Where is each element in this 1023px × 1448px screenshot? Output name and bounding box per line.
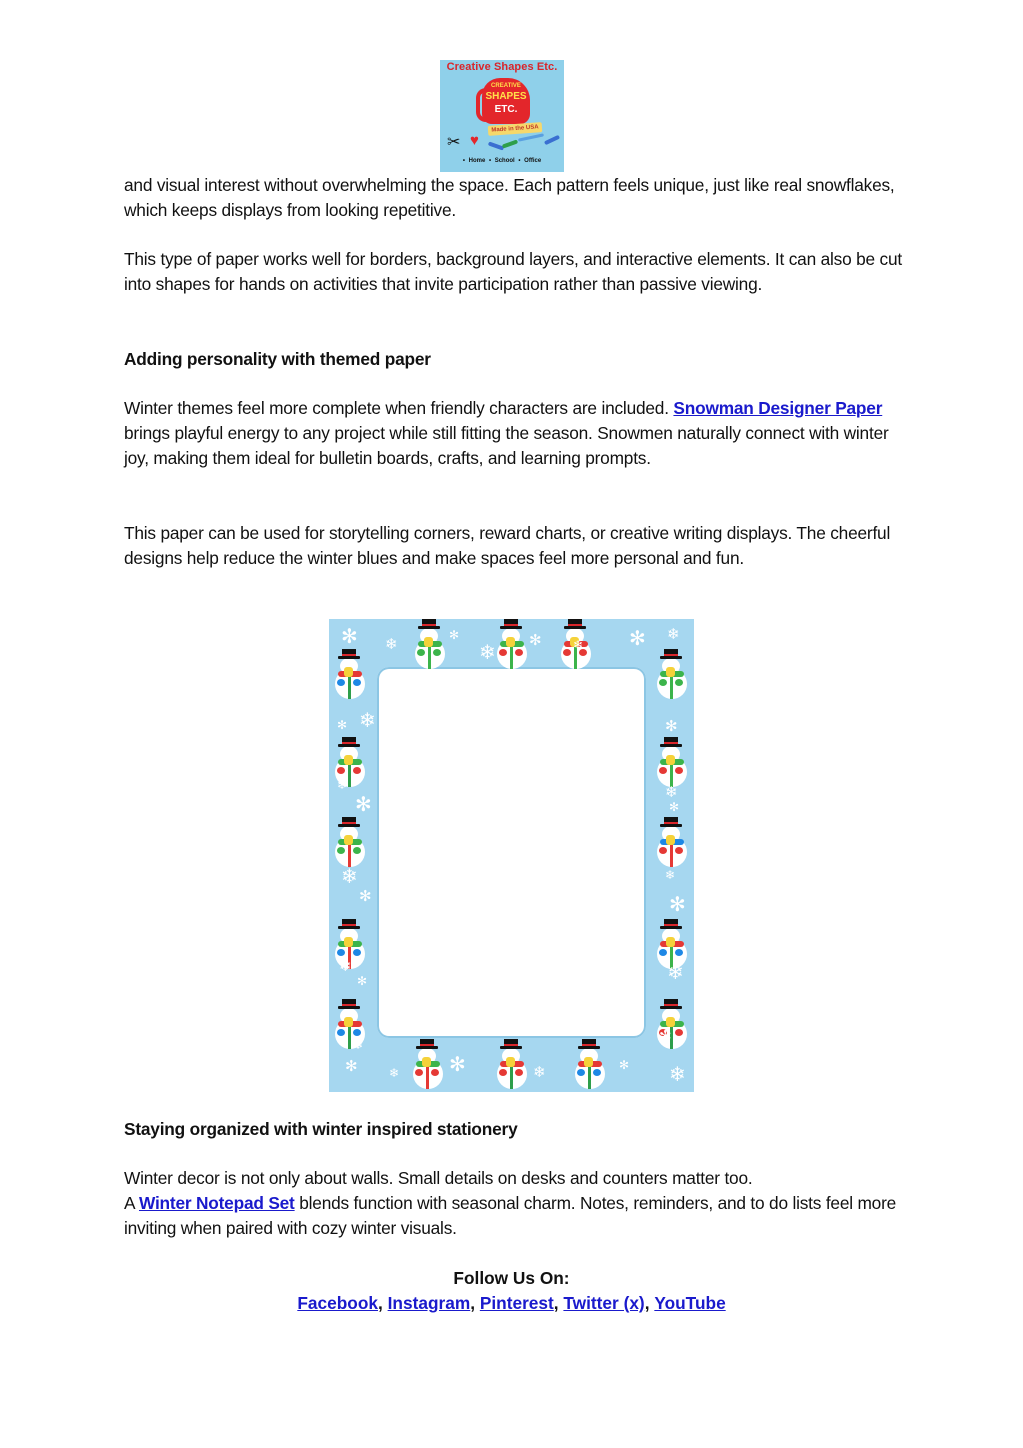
follow-us-section (0, 1266, 1023, 1316)
snowflake-icon: ❄ (533, 1064, 546, 1081)
crayons-icon (488, 142, 558, 150)
crayon-icon (502, 139, 518, 148)
link-separator: , (377, 1293, 383, 1313)
logo-title: Creative Shapes Etc. (446, 61, 558, 73)
section-heading-themed-paper: Adding personality with themed paper (124, 349, 431, 369)
snowflake-icon: ✻ (629, 628, 646, 650)
snowman-designer-paper-link[interactable]: Snowman Designer Paper (673, 398, 883, 418)
scissors-icon: ✂ (447, 134, 461, 151)
paragraph-line: Winter decor is not only about walls. Small details on desks and counters matter too. (124, 1168, 753, 1188)
snowflake-icon: ❄ (353, 1038, 364, 1052)
snowflake-icon: ✻ (665, 718, 678, 735)
snowflake-icon: ❄ (339, 958, 352, 975)
paragraph-text: and visual interest without overwhelming the space. Each pattern feels unique, just like real snowflakes, which keeps displays from looking repetitive. (124, 175, 895, 220)
snowflake-icon: ✻ (619, 1058, 630, 1072)
paragraph-text: This type of paper works well for borders, background layers, and interactive elements. It can also be cut into shapes for hands on activities that invite participation rather than passive viewing. (124, 249, 902, 294)
snowflake-icon: ✻ (659, 1028, 672, 1045)
snowflake-icon: ✻ (359, 888, 372, 905)
frame-writing-area (377, 667, 646, 1038)
intro-paragraph-2 (124, 247, 904, 297)
logo-emblem-line1: CREATIVE (491, 83, 521, 89)
section-heading-stationery: Staying organized with winter inspired stationery (124, 1119, 518, 1139)
follow-us-title: Follow Us On: (453, 1268, 570, 1288)
snowflake-icon: ✻ (345, 1058, 358, 1075)
snowman-icon (491, 619, 531, 671)
snowman-icon (651, 817, 691, 869)
instagram-link[interactable]: Instagram (387, 1293, 471, 1313)
snowflake-icon: ✻ (355, 794, 372, 816)
link-separator: , (644, 1293, 650, 1313)
snowflake-icon: ❄ (389, 1066, 400, 1080)
snowman-icon (491, 1039, 531, 1091)
snowman-icon (651, 649, 691, 701)
snowman-icon (651, 737, 691, 789)
snowman-icon (329, 817, 369, 869)
snowman-icon (407, 1039, 447, 1091)
snowflake-icon: ❄ (341, 866, 358, 888)
snowflake-icon: ❄ (479, 642, 496, 664)
paragraph-text-before: Winter themes feel more complete when friendly characters are included. (124, 398, 674, 418)
snowflake-icon: ✻ (357, 974, 368, 988)
snowman-icon (409, 619, 449, 671)
logo-tagline: • Home • School • Office (462, 158, 542, 164)
youtube-link[interactable]: YouTube (654, 1293, 726, 1313)
logo-emblem-line3: ETC. (494, 104, 518, 115)
paragraph-text: This paper can be used for storytelling corners, reward charts, or creative writing displays. The cheerful designs help reduce the winter blues and make spaces feel more personal and fun. (124, 523, 891, 568)
snowflake-icon: ✻ (449, 628, 460, 642)
snowflake-icon: ❄ (385, 636, 398, 653)
snowflake-icon: ✻ (669, 800, 680, 814)
paragraph-text-after: brings playful energy to any project while still fitting the season. Snowmen naturally connect with winter joy, making them ideal for bulletin boards, crafts, and learning prompts. (124, 423, 889, 468)
winter-notepad-set-link[interactable]: Winter Notepad Set (138, 1193, 295, 1213)
logo-emblem-line2: SHAPES (485, 91, 527, 102)
snowflake-icon: ❄ (573, 638, 584, 652)
snowflake-icon: ❄ (359, 710, 376, 732)
facebook-link[interactable]: Facebook (297, 1293, 378, 1313)
snowflake-icon: ❄ (669, 1064, 686, 1086)
twitter-link[interactable]: Twitter (x) (563, 1293, 645, 1313)
snowflake-icon: ✻ (529, 632, 542, 649)
pinterest-link[interactable]: Pinterest (479, 1293, 554, 1313)
paragraph-text (124, 396, 904, 471)
themed-paper-paragraph-1 (124, 396, 904, 471)
intro-paragraph-1 (124, 173, 904, 223)
paragraph-text-before: A (124, 1193, 139, 1213)
link-separator: , (470, 1293, 476, 1313)
logo-ribbon: Made in the USA (488, 122, 543, 136)
snowflake-icon: ❄ (667, 962, 684, 984)
snowflake-icon: ✻ (337, 718, 348, 732)
snowflake-icon: ❄ (665, 868, 676, 882)
snowman-icon (329, 649, 369, 701)
creative-shapes-logo (440, 60, 564, 172)
pencil-icon (518, 133, 544, 141)
stationery-paragraph (124, 1166, 904, 1241)
snowflake-icon: ✻ (669, 894, 686, 916)
snowman-icon (329, 737, 369, 792)
heart-icon: ♥ (470, 132, 479, 149)
snowflake-icon: ✻ (341, 626, 358, 648)
crayon-icon (544, 135, 560, 145)
social-links (0, 1291, 1023, 1316)
snowman-border-paper-image (329, 619, 694, 1092)
snowflake-icon: ❄ (337, 778, 348, 792)
paragraph-text (124, 1191, 904, 1241)
themed-paper-paragraph-2 (124, 521, 904, 571)
snowflake-icon: ✻ (449, 1054, 466, 1076)
paragraph-text-after: blends function with seasonal charm. Notes, reminders, and to do lists feel more inviting when paired with cozy winter visuals. (124, 1193, 897, 1238)
snowflake-icon: ❄ (665, 784, 678, 801)
snowflake-icon: ❄ (667, 626, 680, 643)
snowman-icon (569, 1039, 609, 1091)
link-separator: , (553, 1293, 559, 1313)
